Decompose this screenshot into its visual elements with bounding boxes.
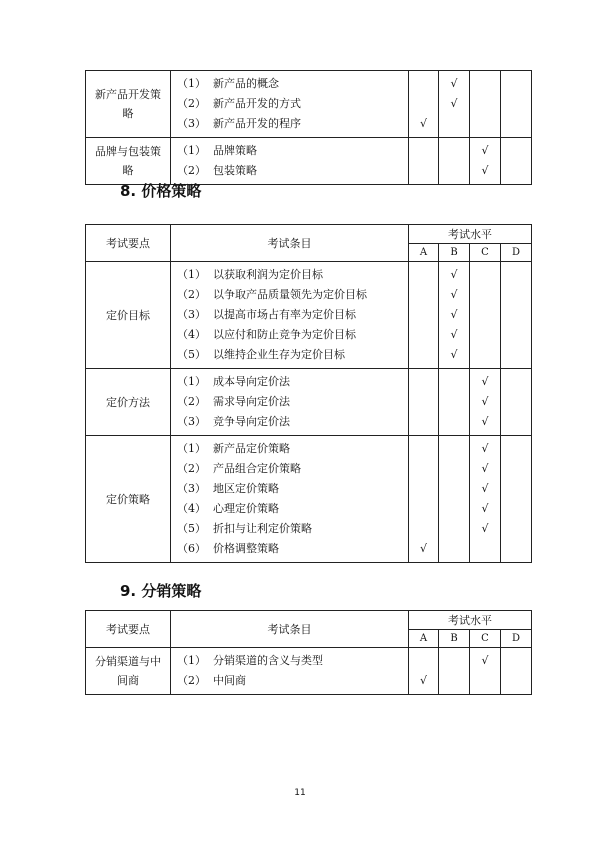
- check-mark: √: [419, 674, 427, 687]
- check-mark: √: [481, 482, 489, 495]
- level-d-header: D: [501, 630, 532, 648]
- level-c-cell: [470, 369, 501, 436]
- empty-mark: [470, 539, 500, 559]
- list-item: [177, 392, 408, 412]
- exam-point-cell: 新产品开发策略: [86, 71, 171, 138]
- list-item: [177, 305, 408, 325]
- level-a-cell: [409, 369, 439, 436]
- table-body: [86, 611, 532, 695]
- empty-mark: [439, 161, 469, 181]
- header-exam-level: 考试水平: [409, 225, 532, 244]
- level-a-cell: [409, 262, 439, 369]
- item-text: 产品组合定价策略: [213, 462, 301, 475]
- empty-mark: [439, 392, 469, 412]
- level-a-header: A: [409, 244, 439, 262]
- list-item: [177, 651, 408, 671]
- empty-mark: [501, 325, 531, 345]
- empty-mark: [501, 412, 531, 432]
- empty-mark: [470, 94, 500, 114]
- section-8-heading: 8. 价格策略: [120, 182, 202, 200]
- check-mark: √: [481, 502, 489, 515]
- item-number: （1）: [177, 375, 206, 388]
- level-b-header: B: [439, 630, 470, 648]
- empty-mark: [409, 519, 438, 539]
- empty-mark: [439, 499, 469, 519]
- level-b-header: B: [439, 244, 470, 262]
- item-text: 成本导向定价法: [213, 375, 290, 388]
- level-d-cell: [501, 138, 532, 185]
- empty-mark: [409, 372, 438, 392]
- empty-mark: [501, 114, 531, 134]
- empty-mark: [470, 345, 500, 365]
- item-text: 地区定价策略: [213, 482, 279, 495]
- list-item: [177, 141, 408, 161]
- item-text: 以提高市场占有率为定价目标: [213, 308, 356, 321]
- item-text: 中间商: [213, 674, 246, 687]
- item-number: （3）: [177, 308, 206, 321]
- header-row: [86, 611, 532, 630]
- empty-mark: [409, 141, 438, 161]
- check-mark: √: [419, 117, 427, 130]
- empty-mark: [470, 671, 500, 691]
- empty-mark: [501, 499, 531, 519]
- empty-mark: [409, 499, 438, 519]
- list-item: [177, 372, 408, 392]
- header-row: [86, 225, 532, 244]
- empty-mark: [409, 412, 438, 432]
- empty-mark: [409, 305, 438, 325]
- list-item: [177, 519, 408, 539]
- empty-mark: [409, 94, 438, 114]
- table-row: [86, 648, 532, 695]
- list-item: [177, 161, 408, 181]
- empty-mark: [409, 161, 438, 181]
- empty-mark: [409, 265, 438, 285]
- level-c-cell: [470, 648, 501, 695]
- check-mark: √: [419, 542, 427, 555]
- empty-mark: [501, 479, 531, 499]
- item-text: 新产品定价策略: [213, 442, 290, 455]
- level-a-cell: [409, 138, 439, 185]
- header-exam-point: 考试要点: [86, 225, 171, 262]
- empty-mark: [439, 459, 469, 479]
- top-exam-table: [85, 70, 532, 185]
- check-mark: √: [450, 97, 458, 110]
- header-exam-items: 考试条目: [171, 611, 409, 648]
- level-c-header: C: [470, 630, 501, 648]
- item-number: （1）: [177, 144, 206, 157]
- empty-mark: [439, 439, 469, 459]
- level-c-cell: [470, 71, 501, 138]
- item-number: （2）: [177, 674, 206, 687]
- level-d-header: D: [501, 244, 532, 262]
- header-exam-point: 考试要点: [86, 611, 171, 648]
- exam-point-cell: 品牌与包装策略: [86, 138, 171, 185]
- item-text: 包装策略: [213, 164, 257, 177]
- item-number: （3）: [177, 415, 206, 428]
- table-row: [86, 71, 532, 138]
- empty-mark: [409, 325, 438, 345]
- exam-point-cell: 定价策略: [86, 436, 171, 563]
- item-number: （2）: [177, 462, 206, 475]
- item-text: 以应付和防止竞争为定价目标: [213, 328, 356, 341]
- list-item: [177, 285, 408, 305]
- empty-mark: [501, 94, 531, 114]
- empty-mark: [470, 325, 500, 345]
- table-body: [86, 71, 532, 185]
- item-number: （2）: [177, 97, 206, 110]
- section-9-heading: 9. 分销策略: [120, 582, 202, 600]
- exam-point-cell: 定价目标: [86, 262, 171, 369]
- empty-mark: [439, 372, 469, 392]
- check-mark: √: [450, 77, 458, 90]
- level-b-cell: [439, 138, 470, 185]
- empty-mark: [501, 265, 531, 285]
- header-exam-items: 考试条目: [171, 225, 409, 262]
- exam-items-cell: [171, 436, 409, 563]
- check-mark: √: [450, 268, 458, 281]
- empty-mark: [501, 285, 531, 305]
- item-number: （5）: [177, 522, 206, 535]
- check-mark: √: [450, 288, 458, 301]
- level-c-cell: [470, 262, 501, 369]
- table-body: [86, 225, 532, 563]
- list-item: [177, 94, 408, 114]
- level-b-cell: [439, 369, 470, 436]
- list-item: [177, 265, 408, 285]
- price-strategy-table: [85, 224, 532, 563]
- item-number: （5）: [177, 348, 206, 361]
- check-mark: √: [481, 164, 489, 177]
- empty-mark: [501, 519, 531, 539]
- item-text: 品牌策略: [213, 144, 257, 157]
- level-b-cell: [439, 648, 470, 695]
- item-number: （6）: [177, 542, 206, 555]
- empty-mark: [501, 372, 531, 392]
- empty-mark: [501, 74, 531, 94]
- empty-mark: [470, 265, 500, 285]
- check-mark: √: [481, 144, 489, 157]
- level-a-cell: [409, 71, 439, 138]
- level-a-cell: [409, 648, 439, 695]
- empty-mark: [501, 459, 531, 479]
- list-item: [177, 439, 408, 459]
- empty-mark: [501, 651, 531, 671]
- level-d-cell: [501, 648, 532, 695]
- table-row: [86, 436, 532, 563]
- empty-mark: [409, 479, 438, 499]
- item-number: （4）: [177, 502, 206, 515]
- level-c-cell: [470, 436, 501, 563]
- item-number: （1）: [177, 77, 206, 90]
- level-d-cell: [501, 369, 532, 436]
- empty-mark: [409, 439, 438, 459]
- level-d-cell: [501, 71, 532, 138]
- level-a-header: A: [409, 630, 439, 648]
- level-b-cell: [439, 71, 470, 138]
- exam-point-cell: 分销渠道与中间商: [86, 648, 171, 695]
- exam-items-cell: [171, 71, 409, 138]
- item-text: 折扣与让利定价策略: [213, 522, 312, 535]
- check-mark: √: [481, 654, 489, 667]
- level-c-cell: [470, 138, 501, 185]
- empty-mark: [501, 671, 531, 691]
- empty-mark: [501, 161, 531, 181]
- list-item: [177, 114, 408, 134]
- table-row: [86, 369, 532, 436]
- item-number: （1）: [177, 442, 206, 455]
- empty-mark: [409, 392, 438, 412]
- empty-mark: [409, 74, 438, 94]
- exam-items-cell: [171, 262, 409, 369]
- item-text: 新产品的概念: [213, 77, 279, 90]
- table-row: [86, 138, 532, 185]
- item-number: （3）: [177, 482, 206, 495]
- distribution-strategy-table: [85, 610, 532, 695]
- page-number: 11: [294, 788, 306, 798]
- item-text: 以获取利润为定价目标: [213, 268, 323, 281]
- empty-mark: [439, 671, 469, 691]
- level-a-cell: [409, 436, 439, 563]
- list-item: [177, 74, 408, 94]
- list-item: [177, 539, 408, 559]
- empty-mark: [439, 539, 469, 559]
- list-item: [177, 499, 408, 519]
- empty-mark: [470, 74, 500, 94]
- empty-mark: [439, 141, 469, 161]
- level-d-cell: [501, 436, 532, 563]
- level-d-cell: [501, 262, 532, 369]
- empty-mark: [501, 305, 531, 325]
- check-mark: √: [450, 328, 458, 341]
- item-number: （3）: [177, 117, 206, 130]
- empty-mark: [409, 651, 438, 671]
- item-text: 需求导向定价法: [213, 395, 290, 408]
- empty-mark: [501, 439, 531, 459]
- exam-items-cell: [171, 648, 409, 695]
- empty-mark: [501, 392, 531, 412]
- empty-mark: [439, 114, 469, 134]
- item-number: （1）: [177, 268, 206, 281]
- list-item: [177, 459, 408, 479]
- item-number: （4）: [177, 328, 206, 341]
- item-number: （2）: [177, 288, 206, 301]
- item-text: 分销渠道的含义与类型: [213, 654, 323, 667]
- item-number: （2）: [177, 395, 206, 408]
- item-text: 以维持企业生存为定价目标: [213, 348, 345, 361]
- item-number: （2）: [177, 164, 206, 177]
- empty-mark: [501, 539, 531, 559]
- check-mark: √: [481, 442, 489, 455]
- header-exam-level: 考试水平: [409, 611, 532, 630]
- exam-items-cell: [171, 369, 409, 436]
- list-item: [177, 479, 408, 499]
- list-item: [177, 325, 408, 345]
- table-row: [86, 262, 532, 369]
- level-b-cell: [439, 262, 470, 369]
- exam-items-cell: [171, 138, 409, 185]
- exam-point-cell: 定价方法: [86, 369, 171, 436]
- item-text: 心理定价策略: [213, 502, 279, 515]
- list-item: [177, 345, 408, 365]
- check-mark: √: [450, 308, 458, 321]
- empty-mark: [501, 141, 531, 161]
- empty-mark: [439, 412, 469, 432]
- level-c-header: C: [470, 244, 501, 262]
- empty-mark: [439, 479, 469, 499]
- empty-mark: [409, 285, 438, 305]
- item-text: 竞争导向定价法: [213, 415, 290, 428]
- empty-mark: [409, 345, 438, 365]
- list-item: [177, 671, 408, 691]
- item-text: 以争取产品质量领先为定价目标: [213, 288, 367, 301]
- empty-mark: [470, 305, 500, 325]
- check-mark: √: [481, 375, 489, 388]
- check-mark: √: [450, 348, 458, 361]
- check-mark: √: [481, 415, 489, 428]
- empty-mark: [439, 651, 469, 671]
- empty-mark: [470, 285, 500, 305]
- item-text: 价格调整策略: [213, 542, 279, 555]
- empty-mark: [409, 459, 438, 479]
- level-b-cell: [439, 436, 470, 563]
- empty-mark: [501, 345, 531, 365]
- item-text: 新产品开发的程序: [213, 117, 301, 130]
- check-mark: √: [481, 395, 489, 408]
- check-mark: √: [481, 462, 489, 475]
- check-mark: √: [481, 522, 489, 535]
- item-number: （1）: [177, 654, 206, 667]
- empty-mark: [470, 114, 500, 134]
- item-text: 新产品开发的方式: [213, 97, 301, 110]
- empty-mark: [439, 519, 469, 539]
- list-item: [177, 412, 408, 432]
